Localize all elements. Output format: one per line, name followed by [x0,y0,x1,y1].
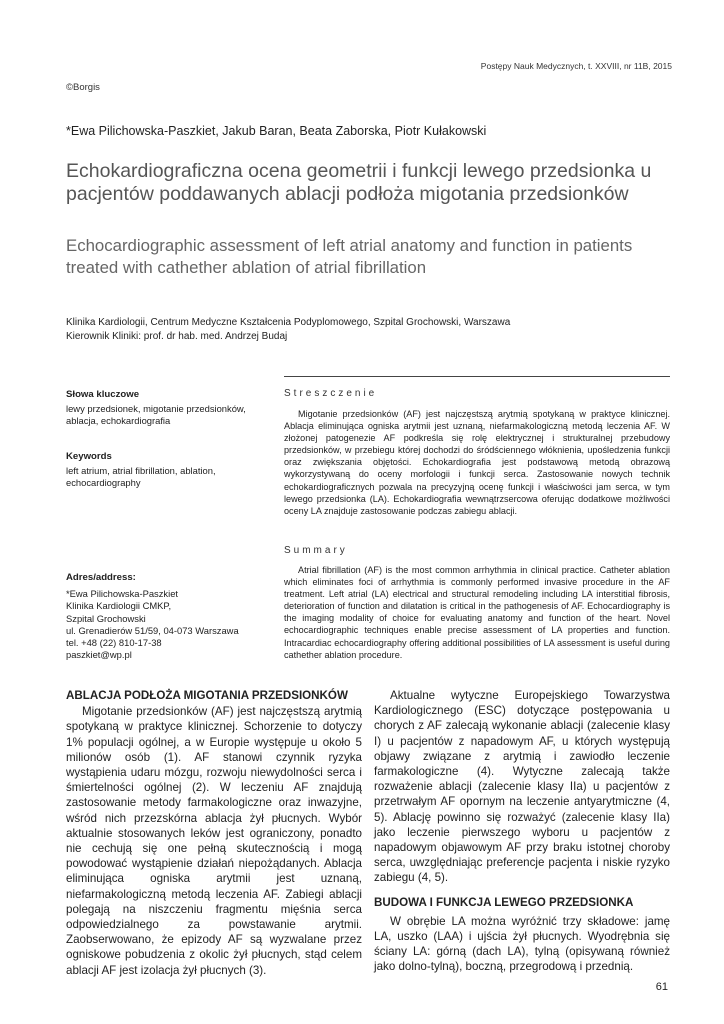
section-heading-la-structure: BUDOWA I FUNKCJA LEWEGO PRZEDSIONKA [374,895,634,909]
keywords-polish-label: Słowa kluczowe [66,389,140,400]
publisher-mark: ©Borgis [66,82,100,93]
address-line: tel. +48 (22) 810-17-38 [66,637,162,649]
affiliation [66,316,676,344]
address-line: ul. Grenadierów 51/59, 04-073 Warszawa [66,624,239,636]
address-label: Adres/address: [66,572,136,583]
abstract-divider [284,376,670,377]
body-paragraph: Migotanie przedsionków (AF) jest najczęstszą arytmią spotykaną w praktyce klinicznej. Schorzenie to dotyczy 1% populacji ogólnej, a w Europie występuje u około 5 milionów osób (1). AF stanowi czynnik ryzyka wystąpienia udaru mózgu, rozwoju niewydolności serca i śmiertelności ogólnej (2). W leczeniu AF znajdują zastosowanie metody farmakologiczne oraz inwazyjne, wśród nich przezskórna ablacja żył płucnych. Wybór aktualnie stosowanych leków jest ograniczony, ponadto nie cechują się one pełną skutecznością i mogą powodować wystąpienie działań niepożądanych. Ablacja eliminująca ogniska arytmii jest uznaną, niefarmakologiczną metodą leczenia AF. Zabiegi ablacji polegają na niszczeniu fragmentu mięśnia serca odpowiedzialnego za powstawanie arytmii. Zaobserwowano, że epizody AF są wyzwalane przez ogniskowe pobudzenia z okolic żył płucnych, stąd celem ablacji AF jest izolacja żył płucnych (3). [66,705,362,977]
summary-heading: Summary [284,545,348,556]
address-line: *Ewa Pilichowska-Paszkiet [66,588,179,600]
affiliation-head: Kierownik Kliniki: prof. dr hab. med. Andrzej Budaj [66,331,288,342]
title-polish: Echokardiograficzna ocena geometrii i funkcji lewego przedsionka u pacjentów poddawanych ablacji podłoża migotania przedsionków [66,160,652,205]
correspondence-address [66,572,266,661]
title-english: Echocardiographic assessment of left atrial anatomy and function in patients treated with cathether ablation of atrial fibrillation [66,236,633,277]
affiliation-clinic: Klinika Kardiologii, Centrum Medyczne Kształcenia Podyplomowego, Szpital Grochowski, Warszawa [66,317,511,328]
streszczenie-heading: Streszczenie [284,388,378,399]
section-heading-ablation: ABLACJA PODŁOŻA MIGOTANIA PRZEDSIONKÓW [66,689,348,702]
address-line: Szpital Grochowski [66,612,146,624]
keywords-english-text: left atrium, atrial fibrillation, ablation, echocardiography [66,465,216,489]
body-column-left [66,688,362,978]
keywords-english-label: Keywords [66,451,112,462]
keywords-polish-text: lewy przedsionek, migotanie przedsionków, ablacja, echokardiografia [66,403,246,427]
body-paragraph: W obrębie LA można wyróżnić trzy składowe: jamę LA, uszko (LAA) i ujścia żył płucnych. Wyodrębnia się ściany LA: górną (dach LA), tylną (opisywaną również jako dolno-tylną), boczną, przegrodową i przednią. [374,914,670,974]
summary-text: Atrial fibrillation (AF) is the most common arrhythmia in clinical practice. Catheter ablation which eliminates foci of arrhythmia is commonly performed invasive procedure in the AF treatment. Left atrial (LA) electrical and structural remodeling including LA interstitial fibrosis, deterioration of function and dilatation is critical in the pathogenesis of AF. Echocardiography is the imaging modality of choice for evaluating anatomy and function of the heart. Novel echocardiographic techniques enable precise assessment of LA properties and function. Intracardiac echocardiography offering additional possibilities of LA assessment is useful during cathether ablation procedure. [284,565,670,660]
address-line: Klinika Kardiologii CMKP, [66,600,172,612]
keywords-english [66,451,258,490]
body-paragraph: Aktualne wytyczne Europejskiego Towarzystwa Kardiologicznego (ESC) dotyczące postępowania u chorych z AF zalecają wykonanie ablacji (zalecenie klasy I) u pacjentów z napadowym AF, u których występują objawy związane z arytmią i zawiodło leczenie farmakologiczne (4). Wytyczne zalecają także rozważenie ablacji (zalecenie klasy IIa) u pacjentów z przetrwałym AF opornym na leczenie antyarytmiczne (4, 5). Ablację powinno się rozważyć (zalecenie klasy IIa) jako leczenie pierwszego wyboru u pacjentów z napadowym objawowym AF przy braku istotnej choroby serca, uwzględniając preferencje pacjenta i niskie ryzyko zabiegu (4, 5). [374,689,670,885]
author-list: *Ewa Pilichowska-Paszkiet, Jakub Baran, Beata Zaborska, Piotr Kułakowski [66,124,487,138]
streszczenie-text: Migotanie przedsionków (AF) jest najczęstszą arytmią spotykaną w praktyce klinicznej. Ablacja eliminująca ogniska arytmii jest uznaną, niefarmakologiczną metodą leczenia AF. W złożonej patogenezie AF podkreśla się rolę elektrycznej i strukturalnej przebudowy przedsionków, w przebiegu której dochodzi do śródściennego włóknienia, upośledzenia funkcji oraz zwiększania objętości. Echokardiografia jest podstawową metodą obrazową wykorzystywaną do oceny morfologii i funkcji serca. Zastosowanie nowych technik echokardiograficznych pozwala na precyzyjną ocenę funkcji i właściwości jam serca, w tym lewego przedsionka (LA). Echokardiografia wewnątrzsercowa oferując dodatkowe możliwości oceny LA znajduje zastosowanie podczas zabiegu ablacji. [284,409,670,516]
body-column-right [374,688,670,975]
keywords-polish [66,389,258,428]
address-email[interactable]: paszkiet@wp.pl [66,649,132,661]
page-number: 61 [655,981,668,993]
journal-citation: Postępy Nauk Medycznych, t. XXVIII, nr 11B, 2015 [480,61,672,71]
